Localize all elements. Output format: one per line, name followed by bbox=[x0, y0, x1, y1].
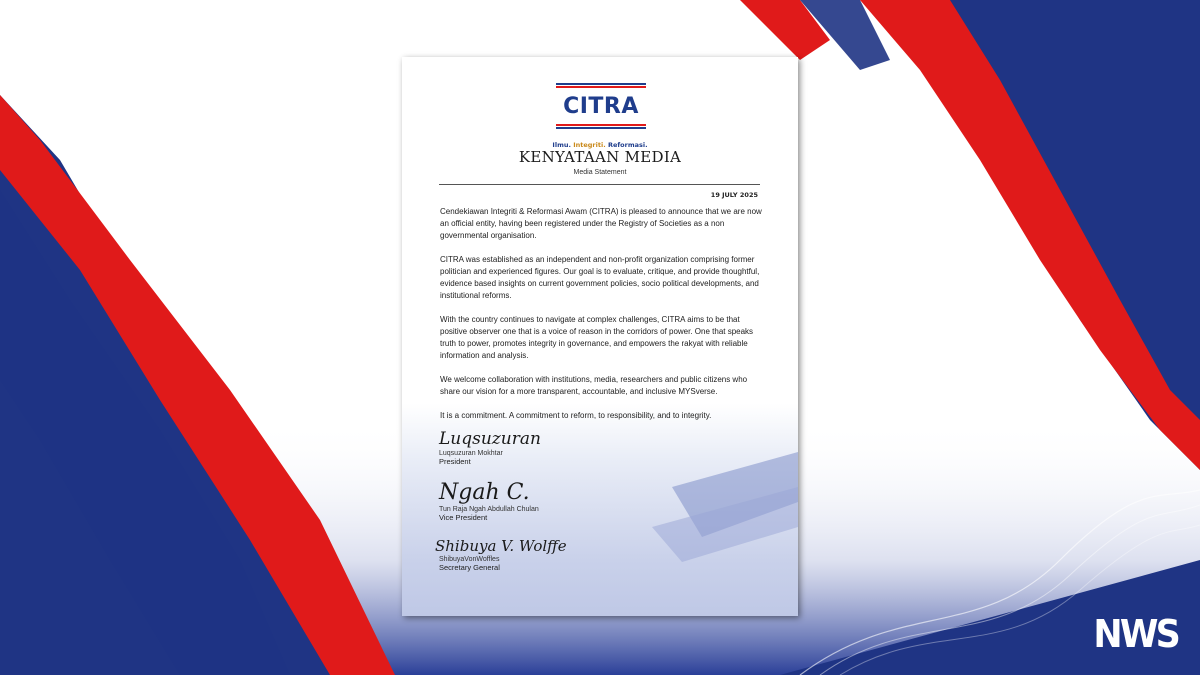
paragraph: CITRA was established as an independent and non-profit organization comprising former politician and experienced figures. Our goal is to evaluate, critique, and provide thoughtful, evidence based insights on current government policies, socio political developments, and institutional reforms. bbox=[440, 255, 760, 300]
document-title: KENYATAAN MEDIA bbox=[518, 148, 682, 166]
paragraph: With the country continues to navigate at complex challenges, CITRA aims to be that positive observer one that is a voice of reason in the corridors of power. One that speaks truth to power, promotes integrity in governance, and empowers the rakyat with reliable information and analysis. bbox=[440, 315, 754, 360]
citra-tagline: Ilmu. Integriti. Reformasi. bbox=[552, 141, 648, 149]
signatory-role: President bbox=[439, 457, 471, 466]
signatory-vice-president bbox=[439, 480, 539, 522]
signatory-name: Tun Raja Ngah Abdullah Chulan bbox=[439, 506, 539, 513]
signature: Ngah C. bbox=[439, 480, 530, 505]
citra-logo-text: CITRA bbox=[563, 94, 639, 119]
statement-body bbox=[440, 206, 768, 434]
signatory-role: Vice President bbox=[439, 513, 488, 522]
signatory-secretary-general bbox=[435, 537, 567, 572]
signature: Luqsuzuran bbox=[439, 429, 541, 449]
signatory-president bbox=[439, 429, 541, 466]
citra-logo bbox=[556, 83, 646, 133]
signatory-role: Secretary General bbox=[439, 563, 500, 572]
signature: Shibuya V. Wolffe bbox=[435, 537, 567, 555]
paragraph: Cendekiawan Integriti & Reformasi Awam (CITRA) is pleased to announce that we are now an official entity, having been registered under the Registry of Societies as a non governmental organisation. bbox=[440, 207, 762, 240]
media-statement-document bbox=[402, 57, 798, 616]
signatory-name: ShibuyaVonWoffles bbox=[439, 556, 500, 563]
statement-date: 19 JULY 2025 bbox=[710, 191, 758, 199]
signatory-name: Luqsuzuran Mokhtar bbox=[439, 450, 503, 457]
paragraph: It is a commitment. A commitment to reform, to responsibility, and to integrity. bbox=[440, 411, 712, 420]
nws-logo: NWS bbox=[1093, 612, 1178, 656]
title-divider bbox=[439, 184, 760, 185]
document-subtitle: Media Statement bbox=[573, 169, 627, 176]
paragraph: We welcome collaboration with institutions, media, researchers and public citizens who share our vision for a more transparent, accountable, and inclusive MYSverse. bbox=[440, 375, 748, 396]
